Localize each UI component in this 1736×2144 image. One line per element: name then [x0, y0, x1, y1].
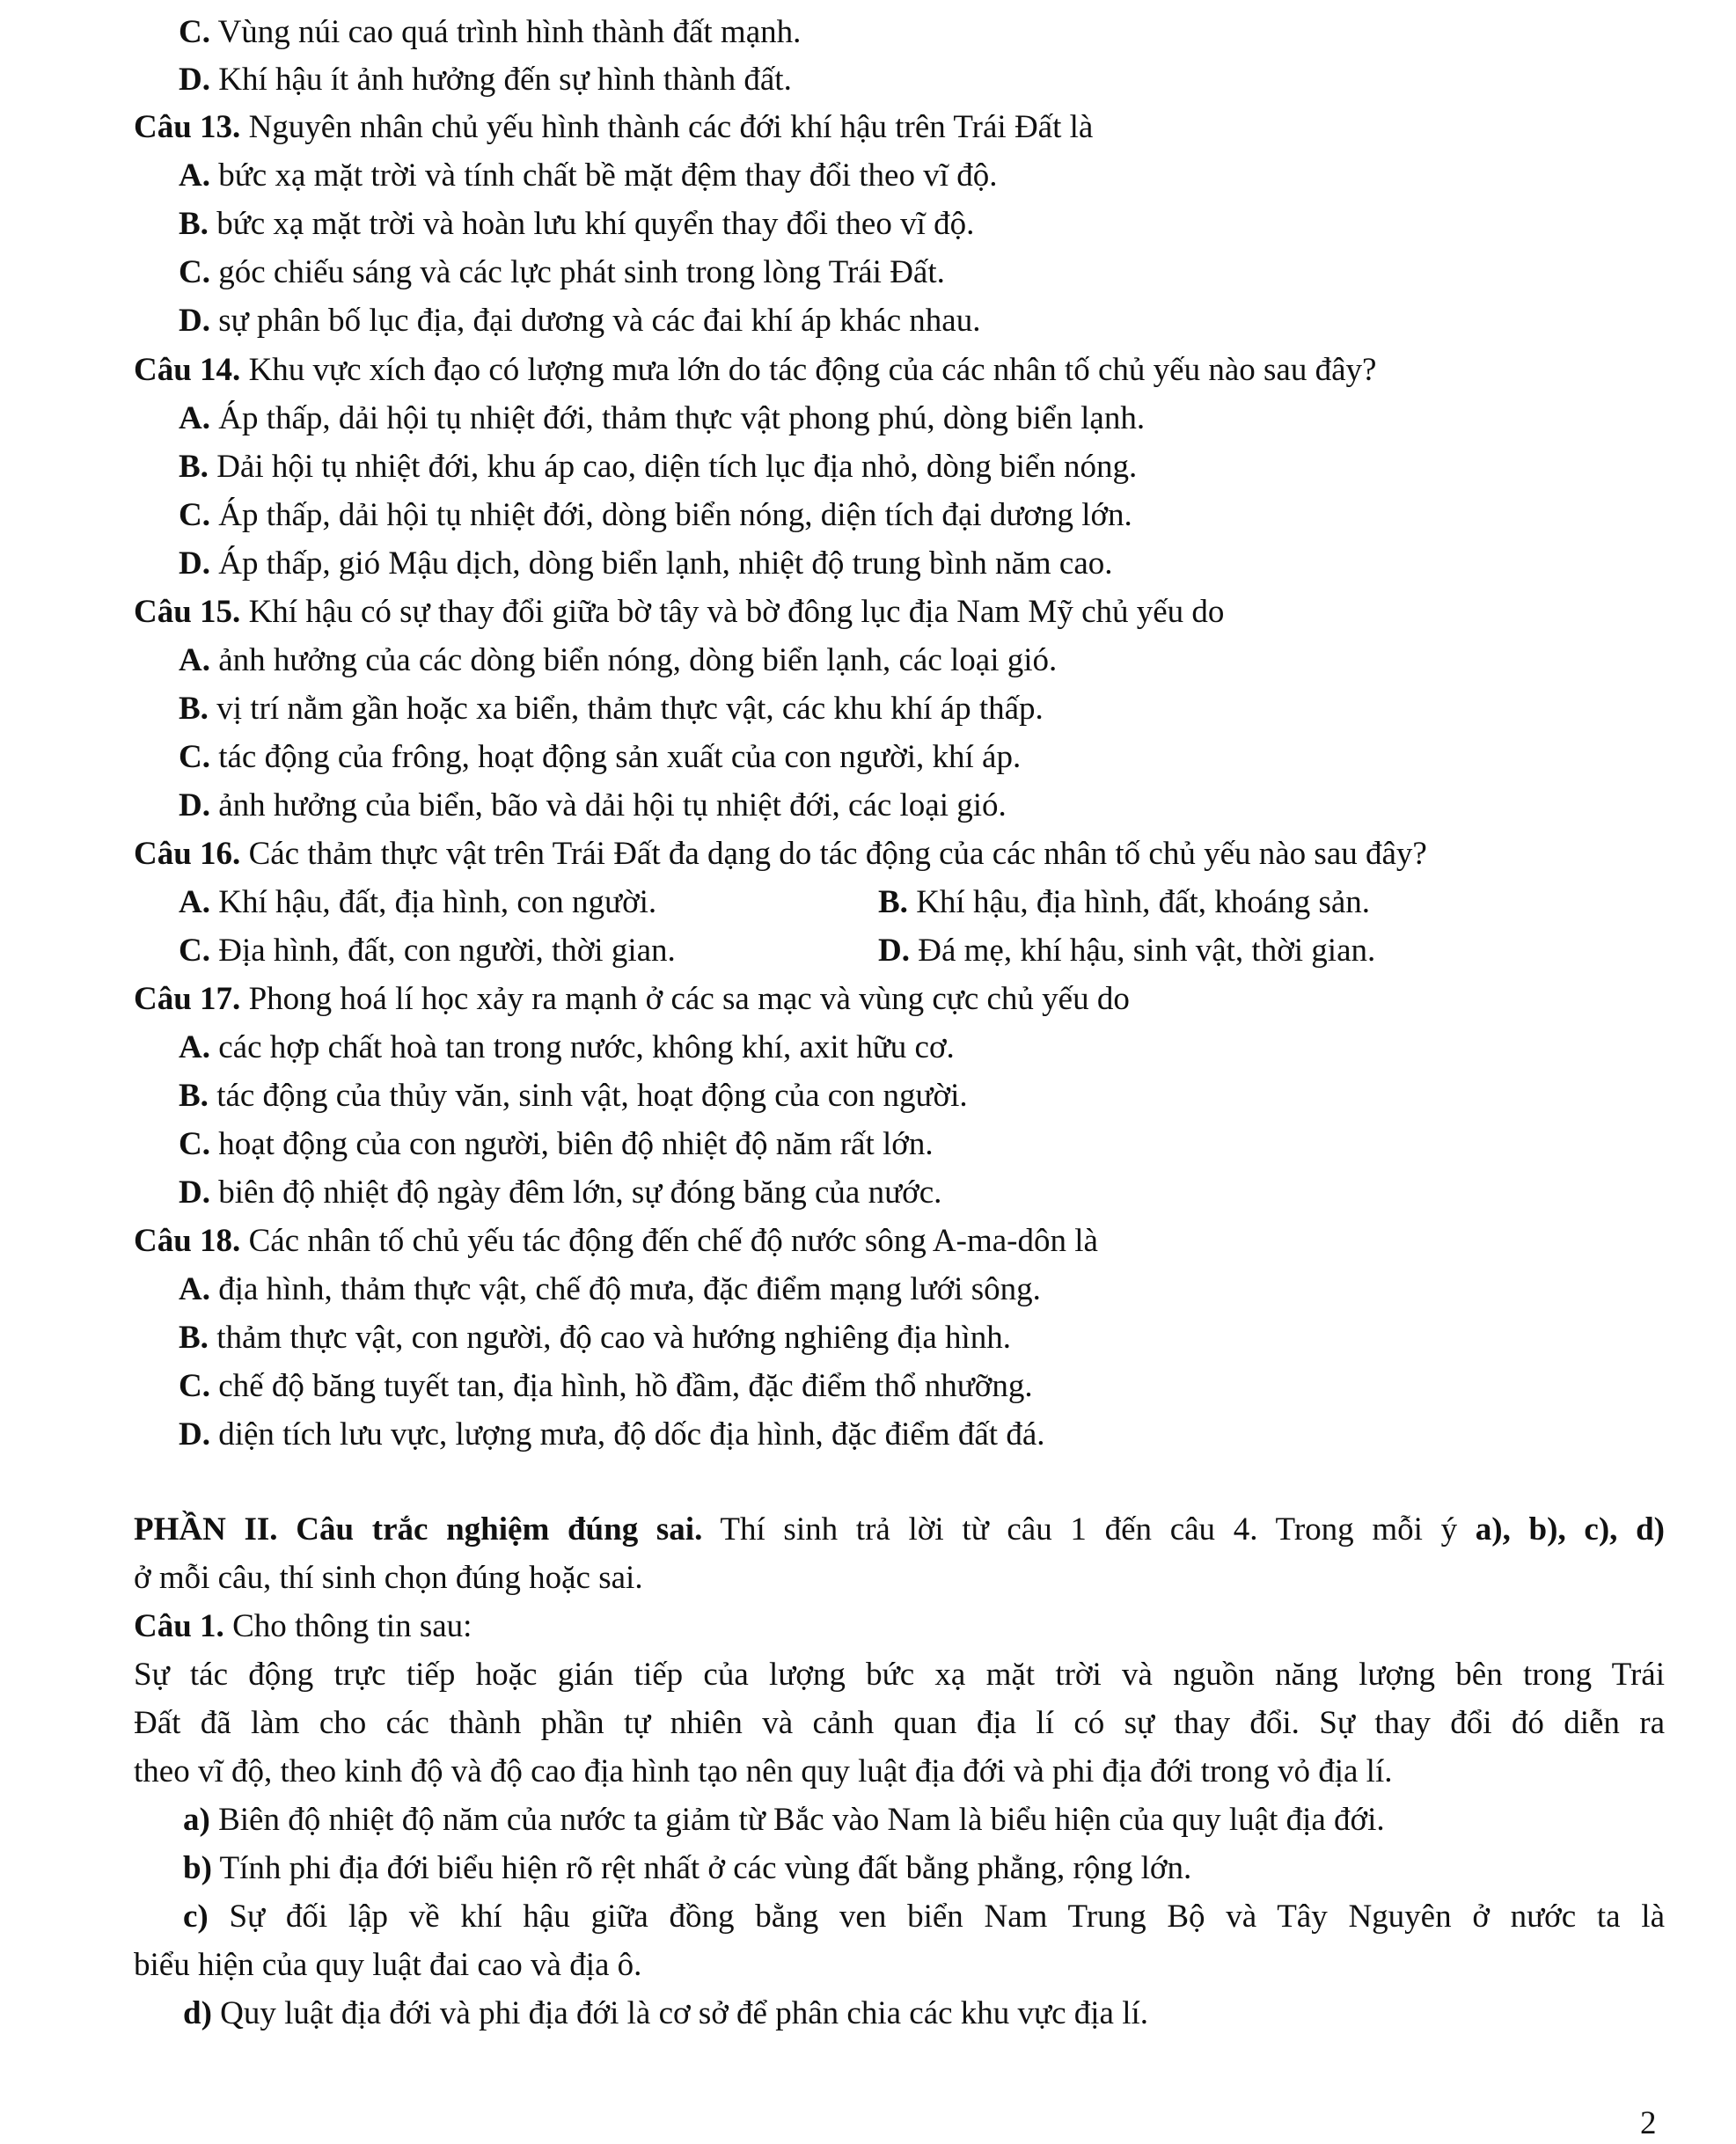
passage-line-3: theo vĩ độ, theo kinh độ và độ cao địa hình tạo nên quy luật địa đới và phi địa đới trong vỏ địa lí.	[134, 1753, 1393, 1789]
q18-option-a: A. địa hình, thảm thực vật, chế độ mưa, đặc điểm mạng lưới sông.	[179, 1271, 1041, 1307]
question-18: Câu 18. Các nhân tố chủ yếu tác động đến chế độ nước sông A-ma-dôn là	[134, 1223, 1098, 1259]
q18-option-d: D. diện tích lưu vực, lượng mưa, độ dốc địa hình, đặc điểm đất đá.	[179, 1416, 1045, 1453]
statement-c: c) Sự đối lập về khí hậu giữa đồng bằng ven biển Nam Trung Bộ và Tây Nguyên ở nước ta là	[183, 1899, 1665, 1935]
q15-option-a: A. ảnh hưởng của các dòng biển nóng, dòng biển lạnh, các loại gió.	[179, 642, 1058, 678]
q17-option-c: C. hoạt động của con người, biên độ nhiệt độ năm rất lớn.	[179, 1126, 934, 1162]
q16-option-b: B. Khí hậu, địa hình, đất, khoáng sản.	[878, 884, 1371, 920]
prev-option-d: D. Khí hậu ít ảnh hưởng đến sự hình thành đất.	[179, 62, 792, 98]
q13-option-a: A. bức xạ mặt trời và tính chất bề mặt đệm thay đổi theo vĩ độ.	[179, 157, 998, 194]
passage-line-1: Sự tác động trực tiếp hoặc gián tiếp của lượng bức xạ mặt trời và nguồn năng lượng bên trong Trái	[134, 1657, 1665, 1693]
question-15: Câu 15. Khí hậu có sự thay đổi giữa bờ tây và bờ đông lục địa Nam Mỹ chủ yếu do	[134, 594, 1225, 630]
question-13: Câu 13. Nguyên nhân chủ yếu hình thành các đới khí hậu trên Trái Đất là	[134, 109, 1094, 145]
q17-option-a: A. các hợp chất hoà tan trong nước, không khí, axit hữu cơ.	[179, 1029, 955, 1065]
question-14: Câu 14. Khu vực xích đạo có lượng mưa lớn do tác động của các nhân tố chủ yếu nào sau đây?	[134, 352, 1377, 388]
statement-c-continued: biểu hiện của quy luật đai cao và địa ô.	[134, 1947, 642, 1983]
part2-question-1: Câu 1. Cho thông tin sau:	[134, 1608, 472, 1644]
q16-option-a: A. Khí hậu, đất, địa hình, con người.	[179, 884, 657, 920]
q18-option-c: C. chế độ băng tuyết tan, địa hình, hồ đầm, đặc điểm thổ nhưỡng.	[179, 1368, 1033, 1404]
statement-d: d) Quy luật địa đới và phi địa đới là cơ sở để phân chia các khu vực địa lí.	[183, 1995, 1149, 2031]
statement-a: a) Biên độ nhiệt độ năm của nước ta giảm từ Bắc vào Nam là biểu hiện của quy luật địa đới.	[183, 1802, 1385, 1838]
q17-option-d: D. biên độ nhiệt độ ngày đêm lớn, sự đóng băng của nước.	[179, 1174, 942, 1211]
q14-option-a: A. Áp thấp, dải hội tụ nhiệt đới, thảm thực vật phong phú, dòng biển lạnh.	[179, 400, 1146, 436]
q14-option-b: B. Dải hội tụ nhiệt đới, khu áp cao, diện tích lục địa nhỏ, dòng biển nóng.	[179, 449, 1138, 485]
q15-option-d: D. ảnh hưởng của biển, bão và dải hội tụ nhiệt đới, các loại gió.	[179, 787, 1007, 823]
q15-option-c: C. tác động của frông, hoạt động sản xuất của con người, khí áp.	[179, 739, 1022, 775]
q13-option-c: C. góc chiếu sáng và các lực phát sinh trong lòng Trái Đất.	[179, 254, 945, 290]
q17-option-b: B. tác động của thủy văn, sinh vật, hoạt động của con người.	[179, 1078, 968, 1114]
q14-option-d: D. Áp thấp, gió Mậu dịch, dòng biển lạnh, nhiệt độ trung bình năm cao.	[179, 545, 1113, 582]
q15-option-b: B. vị trí nằm gần hoặc xa biển, thảm thực vật, các khu khí áp thấp.	[179, 691, 1044, 727]
q14-option-c: C. Áp thấp, dải hội tụ nhiệt đới, dòng biển nóng, diện tích đại dương lớn.	[179, 497, 1132, 533]
part2-instruction: ở mỗi câu, thí sinh chọn đúng hoặc sai.	[134, 1560, 643, 1596]
q18-option-b: B. thảm thực vật, con người, độ cao và hướng nghiêng địa hình.	[179, 1320, 1012, 1356]
statement-b: b) Tính phi địa đới biểu hiện rõ rệt nhất ở các vùng đất bằng phẳng, rộng lớn.	[183, 1850, 1192, 1886]
question-16: Câu 16. Các thảm thực vật trên Trái Đất đa dạng do tác động của các nhân tố chủ yếu nào sau đây?	[134, 836, 1427, 872]
q16-option-d: D. Đá mẹ, khí hậu, sinh vật, thời gian.	[878, 933, 1376, 969]
q16-option-c: C. Địa hình, đất, con người, thời gian.	[179, 933, 676, 969]
page-number: 2	[1640, 2105, 1657, 2141]
q13-option-d: D. sự phân bố lục địa, đại dương và các đai khí áp khác nhau.	[179, 303, 981, 339]
question-17: Câu 17. Phong hoá lí học xảy ra mạnh ở các sa mạc và vùng cực chủ yếu do	[134, 981, 1130, 1017]
prev-option-c: C. Vùng núi cao quá trình hình thành đất mạnh.	[179, 14, 802, 50]
q13-option-b: B. bức xạ mặt trời và hoàn lưu khí quyển thay đổi theo vĩ độ.	[179, 206, 975, 242]
passage-line-2: Đất đã làm cho các thành phần tự nhiên và cảnh quan địa lí có sự thay đổi. Sự thay đổi đó diễn ra	[134, 1705, 1665, 1741]
part2-heading: PHẦN II. Câu trắc nghiệm đúng sai. Thí sinh trả lời từ câu 1 đến câu 4. Trong mỗi ý a), b), c), d)	[134, 1511, 1665, 1548]
